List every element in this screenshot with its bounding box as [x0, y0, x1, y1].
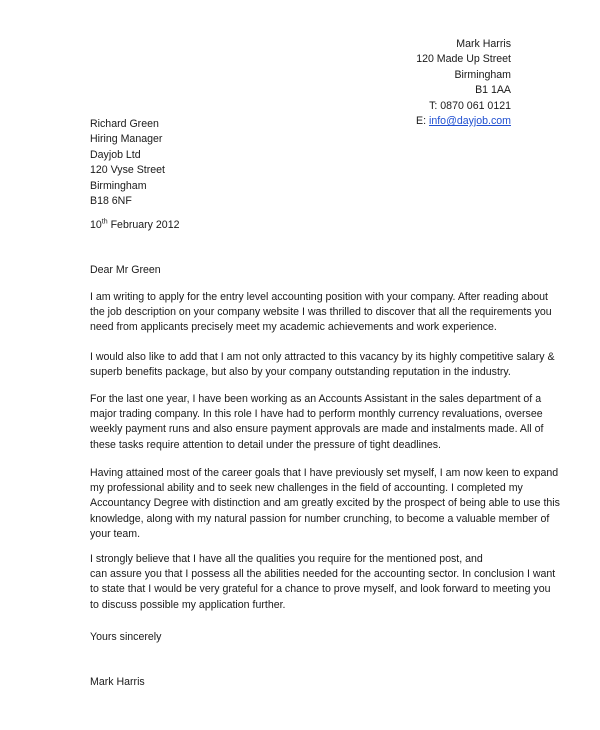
paragraph-line: weekly payment runs and also ensure payment approvals are made and instalments made. All of: [90, 423, 544, 436]
sender-street: 120 Made Up Street: [416, 53, 511, 66]
recipient-name: Richard Green: [90, 118, 159, 130]
paragraph-2: [90, 350, 555, 380]
paragraph-line: I would also like to add that I am not only attracted to this vacancy by its highly competitive salary &: [90, 351, 555, 363]
paragraph-line: can assure you that I possess all the abilities needed for the accounting sector. In conclusion I want: [90, 568, 556, 581]
paragraph-line: For the last one year, I have been working as an Accounts Assistant in the sales department of a: [90, 393, 542, 405]
sender-city: Birmingham: [454, 68, 511, 81]
paragraph-1: [90, 290, 552, 336]
sender-email-link[interactable]: info@dayjob.com: [428, 115, 511, 128]
paragraph-line: your team.: [90, 527, 141, 540]
recipient-city: Birmingham: [90, 179, 147, 192]
signature-name: Mark Harris: [90, 676, 145, 688]
paragraph-line: I am writing to apply for the entry level accounting position with your company. After reading about: [90, 291, 548, 303]
paragraph-line: to state that I would be very grateful for a chance to prove myself, and look forward to meeting you: [90, 583, 551, 596]
recipient-street: 120 Vyse Street: [90, 164, 165, 177]
sender-email-line: [416, 114, 511, 129]
paragraph-line: need from applicants precisely meet my academic achievements and work experience.: [90, 321, 497, 334]
paragraph-line: these tasks require attention to detail under the pressure of tight deadlines.: [90, 438, 441, 451]
sender-postcode: B1 1AA: [475, 84, 511, 97]
paragraph-line: knowledge, along with my natural passion for number crunching, to become a valuable member of: [90, 512, 550, 525]
paragraph-line: superb benefits package, but also by your company outstanding reputation in the industry.: [90, 366, 511, 379]
paragraph-line: the job description on your company website I was thrilled to discover that all the requirements you: [90, 306, 552, 319]
sender-name: Mark Harris: [456, 38, 511, 50]
date-day: 10: [90, 219, 102, 231]
recipient-address-block: [90, 117, 165, 209]
paragraph-line: to discuss possible my application further.: [90, 598, 286, 611]
recipient-postcode: B18 6NF: [90, 195, 132, 208]
paragraph-line: my professional ability and to seek new challenges in the field of accounting. I completed my: [90, 482, 523, 495]
paragraph-line: Accountancy Degree with distinction and am greatly excited by the prospect of being able to use this: [90, 497, 560, 510]
letter-date: [90, 218, 180, 233]
sender-phone: T: 0870 061 0121: [429, 99, 511, 112]
paragraph-3: [90, 392, 544, 453]
date-rest: February 2012: [107, 219, 180, 231]
date-suffix: th: [101, 218, 108, 226]
sender-email-prefix: E:: [416, 115, 429, 128]
paragraph-5: [90, 552, 556, 613]
recipient-company: Dayjob Ltd: [90, 148, 141, 161]
paragraph-line: major trading company. In this role I have had to perform monthly currency revaluations, oversee: [90, 408, 543, 421]
paragraph-line: I strongly believe that I have all the qualities you require for the mentioned post, and: [90, 553, 483, 565]
closing: Yours sincerely: [90, 631, 162, 643]
sender-address-block: [416, 37, 511, 129]
paragraph-4: [90, 466, 560, 542]
salutation: Dear Mr Green: [90, 264, 161, 276]
paragraph-line: Having attained most of the career goals that I have previously set myself, I am now keen to expand: [90, 467, 559, 479]
recipient-title: Hiring Manager: [90, 133, 163, 146]
